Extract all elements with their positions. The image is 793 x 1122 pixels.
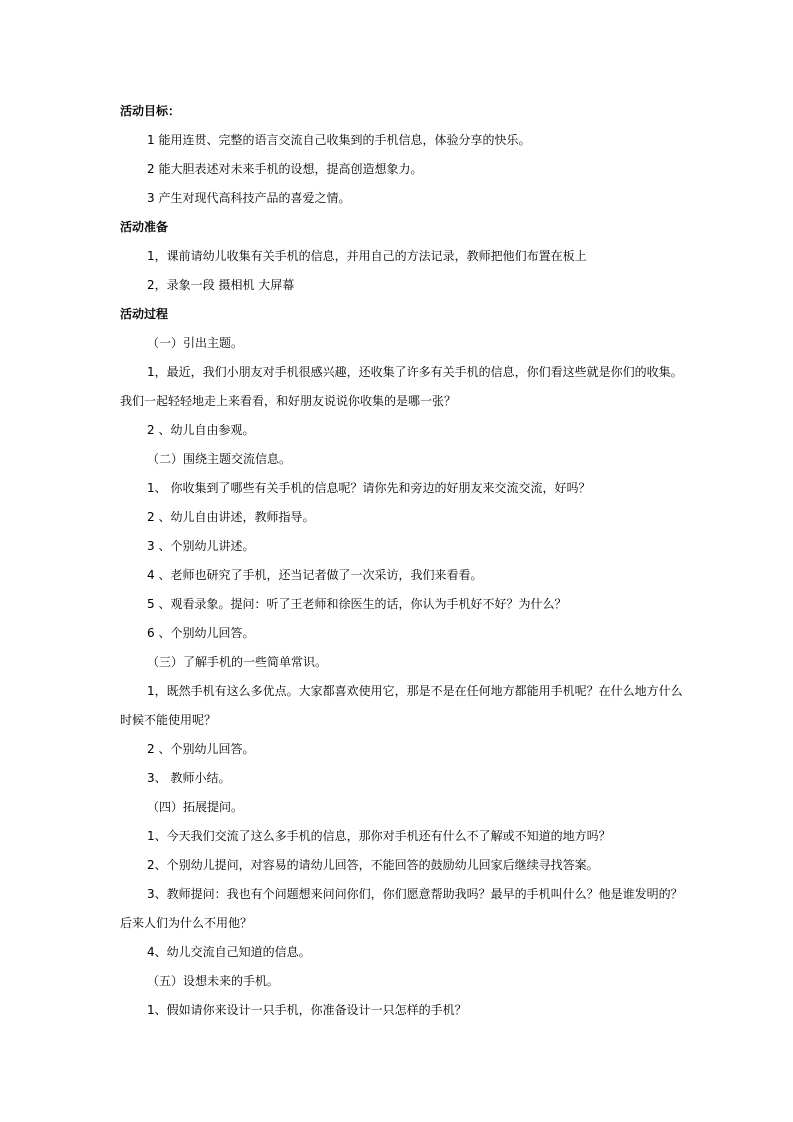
process-line: 4、幼儿交流自己知道的信息。 [147,945,311,959]
goal-item-2: 2 能大胆表述对未来手机的设想，提高创造想象力。 [147,162,423,176]
process-subheading-2: （二）围绕主题交流信息。 [147,452,292,466]
process-line: 2 、幼儿自由参观。 [147,423,255,437]
preparation-item-2: 2，录象一段 摄相机 大屏幕 [147,278,295,292]
process-line: 我们一起轻轻地走上来看看，和好朋友说说你收集的是哪一张？ [120,394,457,408]
section-heading-preparation: 活动准备 [120,220,169,234]
process-subheading-4: （四）拓展提问。 [147,800,244,814]
process-subheading-5: （五）设想未来的手机。 [147,974,280,988]
process-line: 2、个别幼儿提问，对容易的请幼儿回答，不能回答的鼓励幼儿回家后继续寻找答案。 [147,858,599,872]
process-line: 3 、个别幼儿讲述。 [147,539,255,553]
process-line: 1，既然手机有这么多优点。大家都喜欢使用它，那是不是在任何地方都能用手机呢？在什么地方什么 [147,684,683,698]
process-line: 时候不能使用呢？ [120,713,217,727]
process-line: 2 、幼儿自由讲述，教师指导。 [147,510,315,524]
process-line: 1、今天我们交流了这么多手机的信息，那你对手机还有什么不了解或不知道的地方吗？ [147,829,611,843]
process-line: 5 、观看录象。提问：听了王老师和徐医生的话，你认为手机好不好？为什么？ [147,597,567,611]
process-line: 3、教师提问：我也有个问题想来问问你们，你们愿意帮助我吗？最早的手机叫什么？他是谁发明的？ [147,887,683,901]
goal-item-3: 3 产生对现代高科技产品的喜爱之情。 [147,191,351,205]
process-line: 后来人们为什么不用他？ [120,916,253,930]
process-line: 1、假如请你来设计一只手机，你准备设计一只怎样的手机？ [147,1003,467,1017]
process-subheading-1: （一）引出主题。 [147,336,244,350]
preparation-item-1: 1，课前请幼儿收集有关手机的信息，并用自己的方法记录，教师把他们布置在板上 [147,249,587,263]
process-line: 6 、个别幼儿回答。 [147,626,255,640]
section-heading-goals: 活动目标： [120,104,181,118]
process-line: 1、 你收集到了哪些有关手机的信息呢？请你先和旁边的好朋友来交流交流，好吗？ [147,481,591,495]
process-line: 2 、个别幼儿回答。 [147,742,255,756]
process-line: 4 、老师也研究了手机，还当记者做了一次采访，我们来看看。 [147,568,483,582]
process-line: 3、 教师小结。 [147,771,231,785]
process-subheading-3: （三）了解手机的一些简单常识。 [147,655,328,669]
process-line: 1，最近，我们小朋友对手机很感兴趣，还收集了许多有关手机的信息，你们看这些就是你们的收集。 [147,365,683,379]
section-heading-process: 活动过程 [120,307,169,321]
goal-item-1: 1 能用连贯、完整的语言交流自己收集到的手机信息，体验分享的快乐。 [147,133,531,147]
